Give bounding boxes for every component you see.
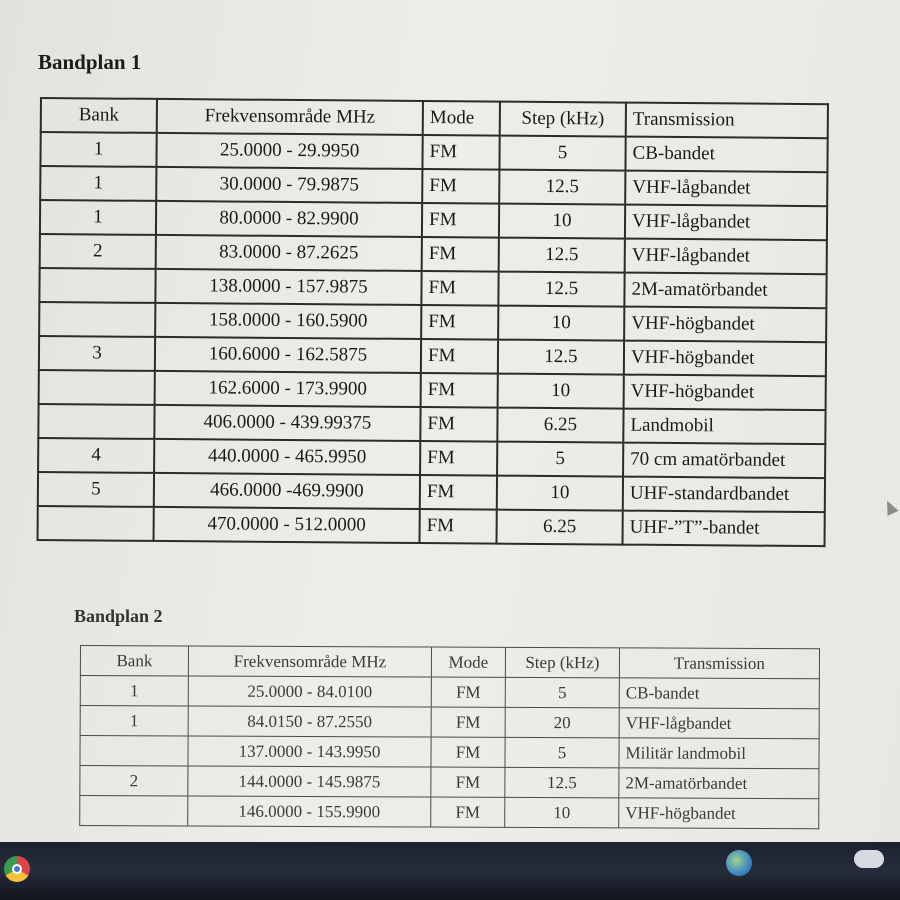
bank-cell: 5 (38, 472, 154, 507)
mouse-cursor-icon (882, 498, 899, 516)
step-cell: 12.5 (498, 272, 624, 307)
step-cell: 10 (499, 204, 625, 239)
table-row (80, 676, 819, 709)
header-mode: Mode (431, 647, 505, 677)
header-transmission: Transmission (619, 648, 819, 679)
table-row (80, 706, 819, 739)
bank-cell: 2 (40, 234, 156, 269)
step-cell: 20 (505, 707, 619, 737)
frequency-cell: 406.0000 - 439.99375 (154, 405, 420, 441)
transmission-cell: 2M-amatörbandet (624, 273, 826, 309)
bank-cell: 4 (38, 438, 154, 473)
mode-cell: FM (421, 339, 498, 374)
bandplan2-table (79, 645, 820, 829)
transmission-cell: Militär landmobil (619, 738, 819, 769)
bank-cell: 1 (80, 676, 188, 706)
table-row (80, 736, 819, 769)
mode-cell: FM (431, 797, 505, 827)
transmission-cell: VHF-lågbandet (625, 171, 827, 207)
header-frequency: Frekvensområde MHz (157, 99, 423, 135)
header-step: Step (kHz) (500, 102, 626, 137)
bank-cell: 1 (40, 200, 156, 235)
header-transmission: Transmission (626, 103, 828, 139)
bank-cell: 1 (40, 166, 156, 201)
bank-cell: 2 (80, 766, 188, 796)
transmission-cell: 70 cm amatörbandet (623, 443, 825, 479)
mode-cell: FM (431, 707, 505, 737)
transmission-cell: VHF-lågbandet (619, 708, 819, 739)
mode-cell: FM (431, 677, 505, 707)
frequency-cell: 83.0000 - 87.2625 (156, 235, 422, 271)
frequency-cell: 144.0000 - 145.9875 (188, 766, 431, 797)
frequency-cell: 30.0000 - 79.9875 (156, 167, 422, 203)
step-cell: 5 (505, 677, 619, 707)
transmission-cell: UHF-standardbandet (623, 477, 825, 513)
frequency-cell: 84.0150 - 87.2550 (188, 706, 431, 737)
step-cell: 12.5 (505, 767, 619, 797)
transmission-cell: CB-bandet (619, 678, 819, 709)
mode-cell: FM (421, 305, 498, 340)
frequency-cell: 470.0000 - 512.0000 (154, 507, 420, 543)
transmission-cell: VHF-lågbandet (625, 205, 827, 241)
frequency-cell: 138.0000 - 157.9875 (155, 269, 421, 305)
bank-cell (38, 506, 154, 541)
frequency-cell: 80.0000 - 82.9900 (156, 201, 422, 237)
mode-cell: FM (420, 509, 497, 544)
bank-cell: 1 (80, 706, 188, 736)
step-cell: 6.25 (497, 408, 623, 443)
table-row (80, 766, 819, 799)
taskbar (0, 842, 900, 900)
transmission-cell: VHF-lågbandet (625, 239, 827, 275)
mode-cell: FM (422, 135, 499, 170)
step-cell: 10 (498, 374, 624, 409)
mode-cell: FM (431, 737, 505, 767)
mode-cell: FM (431, 767, 505, 797)
bank-cell (38, 404, 154, 439)
frequency-cell: 137.0000 - 143.9950 (188, 736, 431, 767)
frequency-cell: 158.0000 - 160.5900 (155, 303, 421, 339)
step-cell: 5 (497, 442, 623, 477)
bank-cell (80, 736, 188, 766)
header-frequency: Frekvensområde MHz (188, 646, 431, 677)
frequency-cell: 25.0000 - 29.9950 (156, 133, 422, 169)
transmission-cell: VHF-högbandet (624, 375, 826, 411)
bank-cell (39, 268, 155, 303)
mode-cell: FM (420, 441, 497, 476)
frequency-cell: 440.0000 - 465.9950 (154, 439, 420, 475)
bandplan2-title: Bandplan 2 (74, 606, 163, 626)
frequency-cell: 160.6000 - 162.5875 (155, 337, 421, 373)
mode-cell: FM (420, 475, 497, 510)
mode-cell: FM (422, 237, 499, 272)
header-step: Step (kHz) (505, 647, 619, 677)
bank-cell: 3 (39, 336, 155, 371)
step-cell: 5 (499, 136, 625, 171)
bank-cell: 1 (40, 132, 156, 167)
table-header-row (80, 646, 819, 679)
frequency-cell: 146.0000 - 155.9900 (188, 796, 431, 827)
header-bank: Bank (80, 646, 188, 676)
frequency-cell: 162.6000 - 173.9900 (155, 371, 421, 407)
step-cell: 10 (498, 306, 624, 341)
step-cell: 10 (497, 476, 623, 511)
step-cell: 12.5 (499, 170, 625, 205)
table-row (38, 506, 825, 546)
transmission-cell: 2M-amatörbandet (619, 768, 819, 799)
mode-cell: FM (420, 407, 497, 442)
weather-icon[interactable] (854, 850, 884, 868)
transmission-cell: UHF-”T”-bandet (623, 511, 825, 547)
step-cell: 12.5 (499, 238, 625, 273)
step-cell: 6.25 (497, 510, 623, 545)
mode-cell: FM (422, 203, 499, 238)
chrome-icon[interactable] (4, 856, 30, 882)
transmission-cell: CB-bandet (625, 137, 827, 173)
bandplan1-title: Bandplan 1 (38, 50, 142, 74)
step-cell: 10 (505, 797, 619, 827)
mode-cell: FM (421, 373, 498, 408)
mode-cell: FM (422, 169, 499, 204)
step-cell: 5 (505, 737, 619, 767)
globe-icon[interactable] (726, 850, 752, 876)
header-mode: Mode (423, 101, 500, 136)
bandplan1-table (37, 97, 829, 547)
frequency-cell: 25.0000 - 84.0100 (188, 676, 431, 707)
bank-cell (80, 796, 188, 826)
step-cell: 12.5 (498, 340, 624, 375)
transmission-cell: VHF-högbandet (624, 307, 826, 343)
header-bank: Bank (41, 98, 157, 133)
table-row (80, 796, 819, 829)
transmission-cell: VHF-högbandet (624, 341, 826, 377)
transmission-cell: VHF-högbandet (619, 798, 819, 829)
bank-cell (39, 302, 155, 337)
transmission-cell: Landmobil (623, 409, 825, 445)
bank-cell (39, 370, 155, 405)
mode-cell: FM (421, 271, 498, 306)
frequency-cell: 466.0000 -469.9900 (154, 473, 420, 509)
